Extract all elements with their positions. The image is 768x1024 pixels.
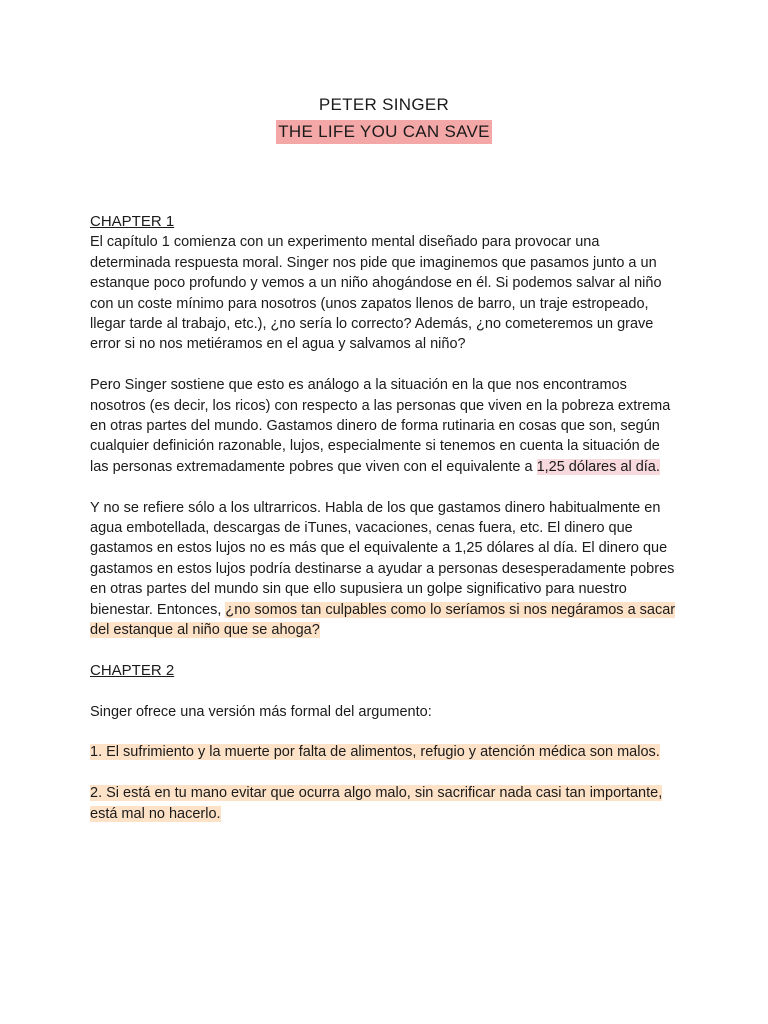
title-block — [0, 93, 768, 144]
chapter-1-paragraph-2 — [90, 375, 680, 477]
highlight-point-1: 1. El sufrimiento y la muerte por falta de alimentos, refugio y atención médica son malos. — [90, 744, 660, 761]
highlight-1-25-dolares: 1,25 dólares al día. — [536, 458, 660, 475]
paragraph-2-text: Pero Singer sostiene que esto es análogo a la situación en la que nos encontramos nosotros (es decir, los ricos) con respecto a las personas que viven en la pobreza extrema en otras partes del mundo. Gastamos dinero de forma rutinaria en cosas que son, según cualquier definición razonable, lujos, especialmente si tenemos en cuenta la situación de las personas extremadamente pobres que viven con el equivalente a — [90, 377, 671, 475]
chapter-1-paragraph-3 — [90, 498, 680, 641]
author-name: PETER SINGER — [318, 95, 450, 114]
paragraph-spacer — [90, 355, 680, 375]
paragraph-3-text: Y no se refiere sólo a los ultrarricos. Habla de los que gastamos dinero habitualmente en agua embotellada, descargas de iTunes, vacaciones, cenas fuera, etc. El dinero que gastamos en estos lujos no es más que el equivalente a 1,25 dólares al día. El dinero que gastamos en estos lujos podría destinarse a ayudar a personas desesperadamente pobres en otras partes del mundo sin que ello supusiera un golpe significativo para nuestro bienestar. Entonces, — [90, 499, 675, 618]
document-body — [90, 212, 680, 824]
book-title: THE LIFE YOU CAN SAVE — [276, 120, 492, 144]
chapter-2-point-2 — [90, 783, 680, 824]
highlight-culpables-question: ¿no somos tan culpables como lo seríamos si nos negáramos a sacar del estanque al niño que se ahoga? — [90, 601, 676, 639]
paragraph-spacer — [90, 681, 680, 701]
highlight-point-2: 2. Si está en tu mano evitar que ocurra algo malo, sin sacrificar nada casi tan importante, está mal no hacerlo. — [90, 785, 663, 822]
chapter-2-intro: Singer ofrece una versión más formal del argumento: — [90, 703, 432, 720]
chapter-1-heading: CHAPTER 1 — [90, 213, 175, 230]
chapter-1-paragraph-1: El capítulo 1 comienza con un experimento mental diseñado para provocar una determinada respuesta moral. Singer nos pide que imaginemos que pasamos junto a un estanque poco profundo y vemos a un niño ahogándose en él. Si podemos salvar al niño con un coste mínimo para nosotros (unos zapatos llenos de barro, un traje estropeado, llegar tarde al trabajo, etc.), ¿no sería lo correcto? Además, ¿no cometeremos un grave error si no nos metiéramos en el agua y salvamos al niño? — [90, 234, 662, 353]
paragraph-spacer — [90, 641, 680, 661]
paragraph-spacer — [90, 722, 680, 742]
chapter-2-point-1 — [90, 742, 680, 762]
chapter-2-heading: CHAPTER 2 — [90, 661, 175, 679]
paragraph-spacer — [90, 763, 680, 783]
paragraph-spacer — [90, 477, 680, 497]
